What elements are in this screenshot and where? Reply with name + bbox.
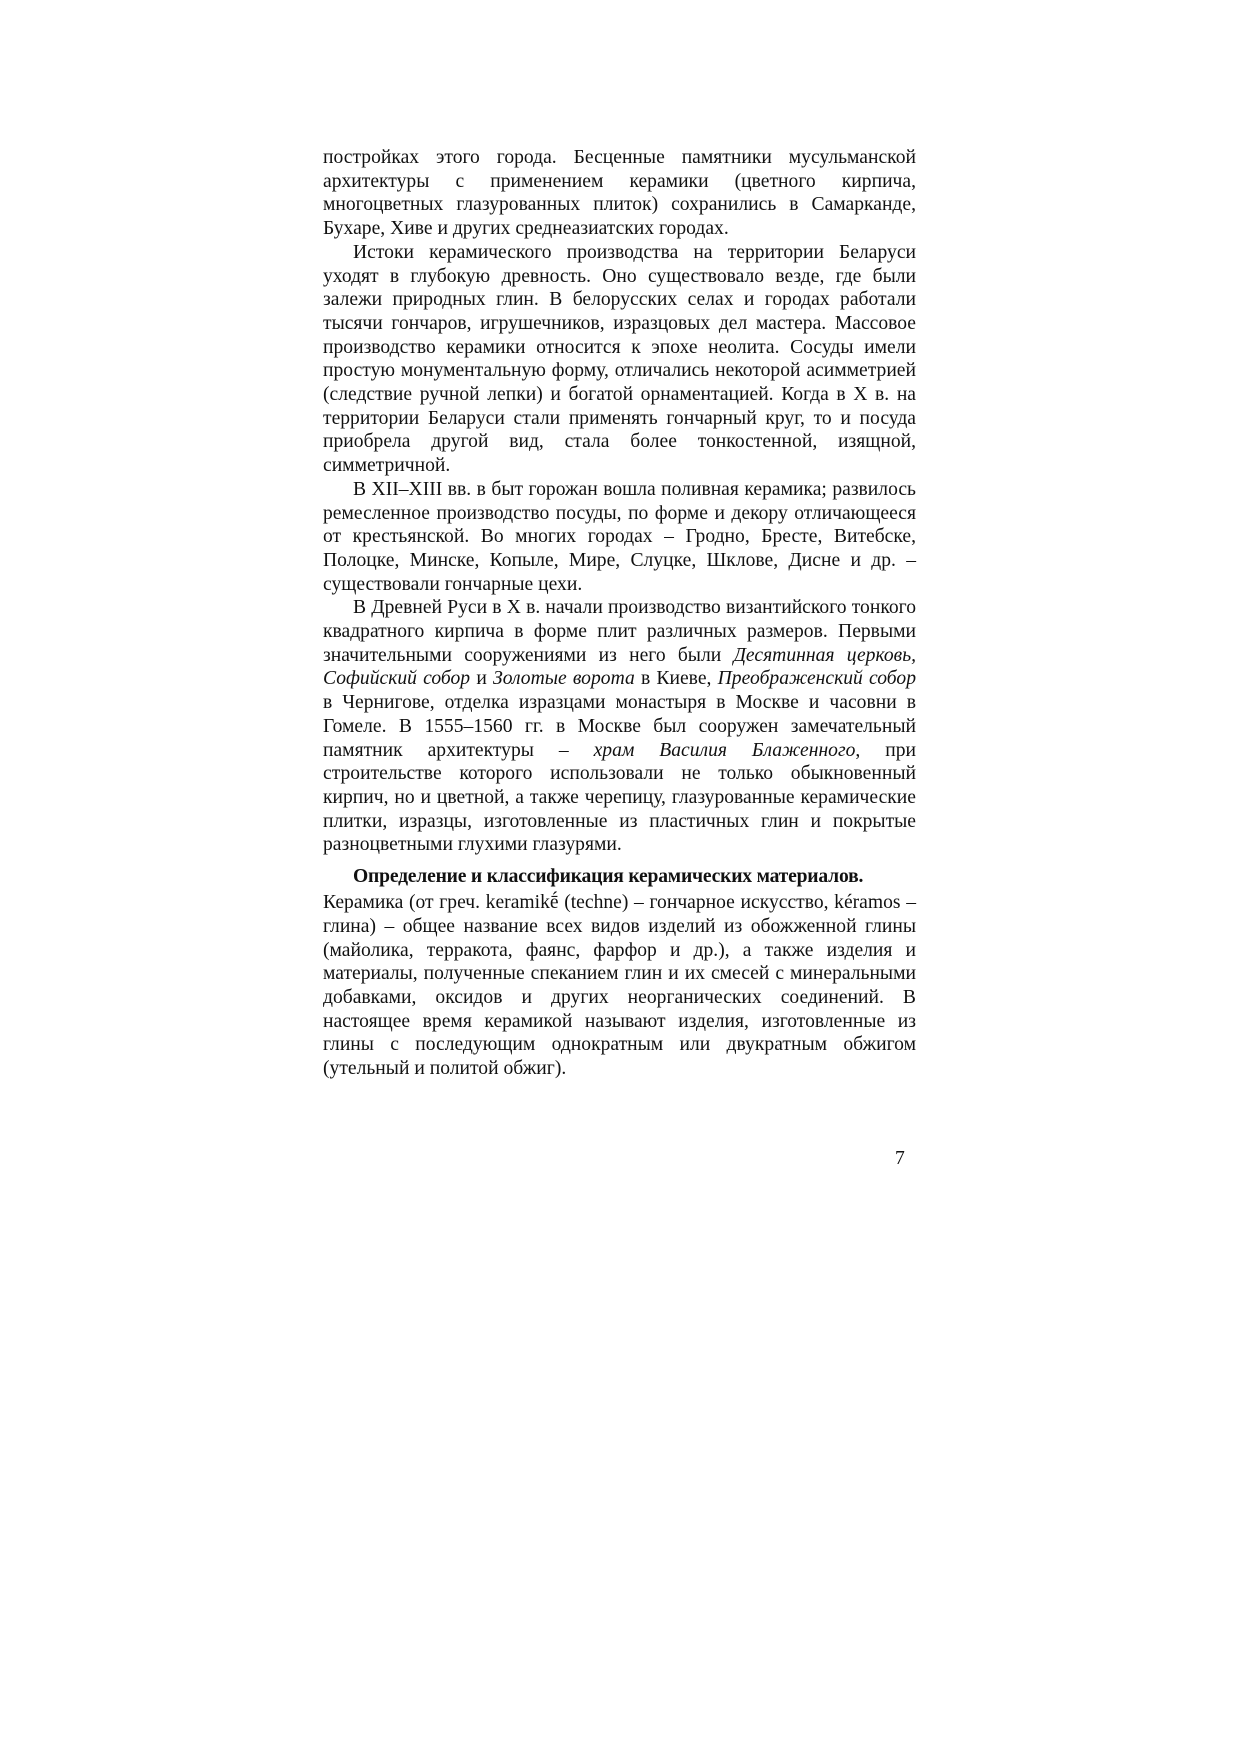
italic-st-basil-cathedral: храм Василия Блаженного	[593, 739, 856, 761]
paragraph-belarus-ceramics: Истоки керамического производства на территории Беларуси уходят в глубокую древность. Оно существовало везде, где были залежи природных глин. В белорусских селах и городах работали тысячи гончаров, игрушечников, изразцовых дел мастера. Массовое производство керамики относится к эпохе неолита. Сосуды имели простую монументальную форму, отличались некоторой асимметрией (следствие ручной лепки) и богатой орнаментацией. Когда в X в. на территории Беларуси стали применять гончарный круг, то и посуда приобрела другой вид, стала более тонкостенной, изящной, симметричной.	[323, 241, 916, 477]
text-segment: в Чернигове, отделка изразцами монастыря в Москве и часовни в Гомеле. В 1555–1560 гг. в Москве был сооружен замечательный памятник архитектуры –	[323, 692, 916, 761]
paragraph-ancient-rus	[323, 596, 916, 857]
italic-church-names: Десятинная церковь, Софийский собор	[323, 644, 917, 690]
text-segment: В Древней Руси в X в. начали производство византийского тонкого квадратного кирпича в форме плит различных размеров. Первыми значительными сооружениями из него были	[323, 597, 916, 666]
italic-golden-gate: Золотые ворота	[493, 668, 635, 690]
paragraph-definition: Керамика (от греч. keramikḗ (techne) – гончарное искусство, kéramos – глина) – общее название всех видов изделий из обожженной глины (майолика, терракота, фаянс, фарфор и др.), а также изделия и материалы, полученные спеканием глин и их смесей с минеральными добавками, оксидов и других неорганических соединений. В настоящее время керамикой называют изделия, изготовленные из глины с последующим однократным или двукратным обжигом (утельный и политой обжиг).	[323, 892, 916, 1080]
section-heading: Определение и классификация керамических материалов.	[353, 866, 864, 888]
paragraph-glazed-ceramics: В XII–XIII вв. в быт горожан вошла поливная керамика; развилось ремесленное производство посуды, по форме и декору отличающееся от крестьянской. Во многих городах – Гродно, Бресте, Витебске, Полоцке, Минске, Копыле, Мире, Слуцке, Шклове, Дисне и др. – существовали гончарные цехи.	[323, 478, 916, 595]
paragraph-continuation: постройках этого города. Бесценные памятники мусульманской архитектуры с применением керамики (цветного кирпича, многоцветных глазурованных плиток) сохранились в Самарканде, Бухаре, Хиве и других среднеазиатских городах.	[323, 147, 916, 240]
text-segment: в Киеве,	[634, 668, 718, 690]
text-segment: , при строительстве которого использовали не только обыкновенный кирпич, но и цветной, а также черепицу, глазурованные керамические плитки, изразцы, изготовленные из пластичных глин и покрытые разноцветными глухими глазурями.	[323, 739, 916, 856]
text-segment: и	[470, 668, 494, 690]
page-body	[323, 146, 916, 1081]
page-number: 7	[895, 1148, 905, 1169]
italic-transfiguration-cathedral: Преображенский собор	[717, 668, 916, 690]
